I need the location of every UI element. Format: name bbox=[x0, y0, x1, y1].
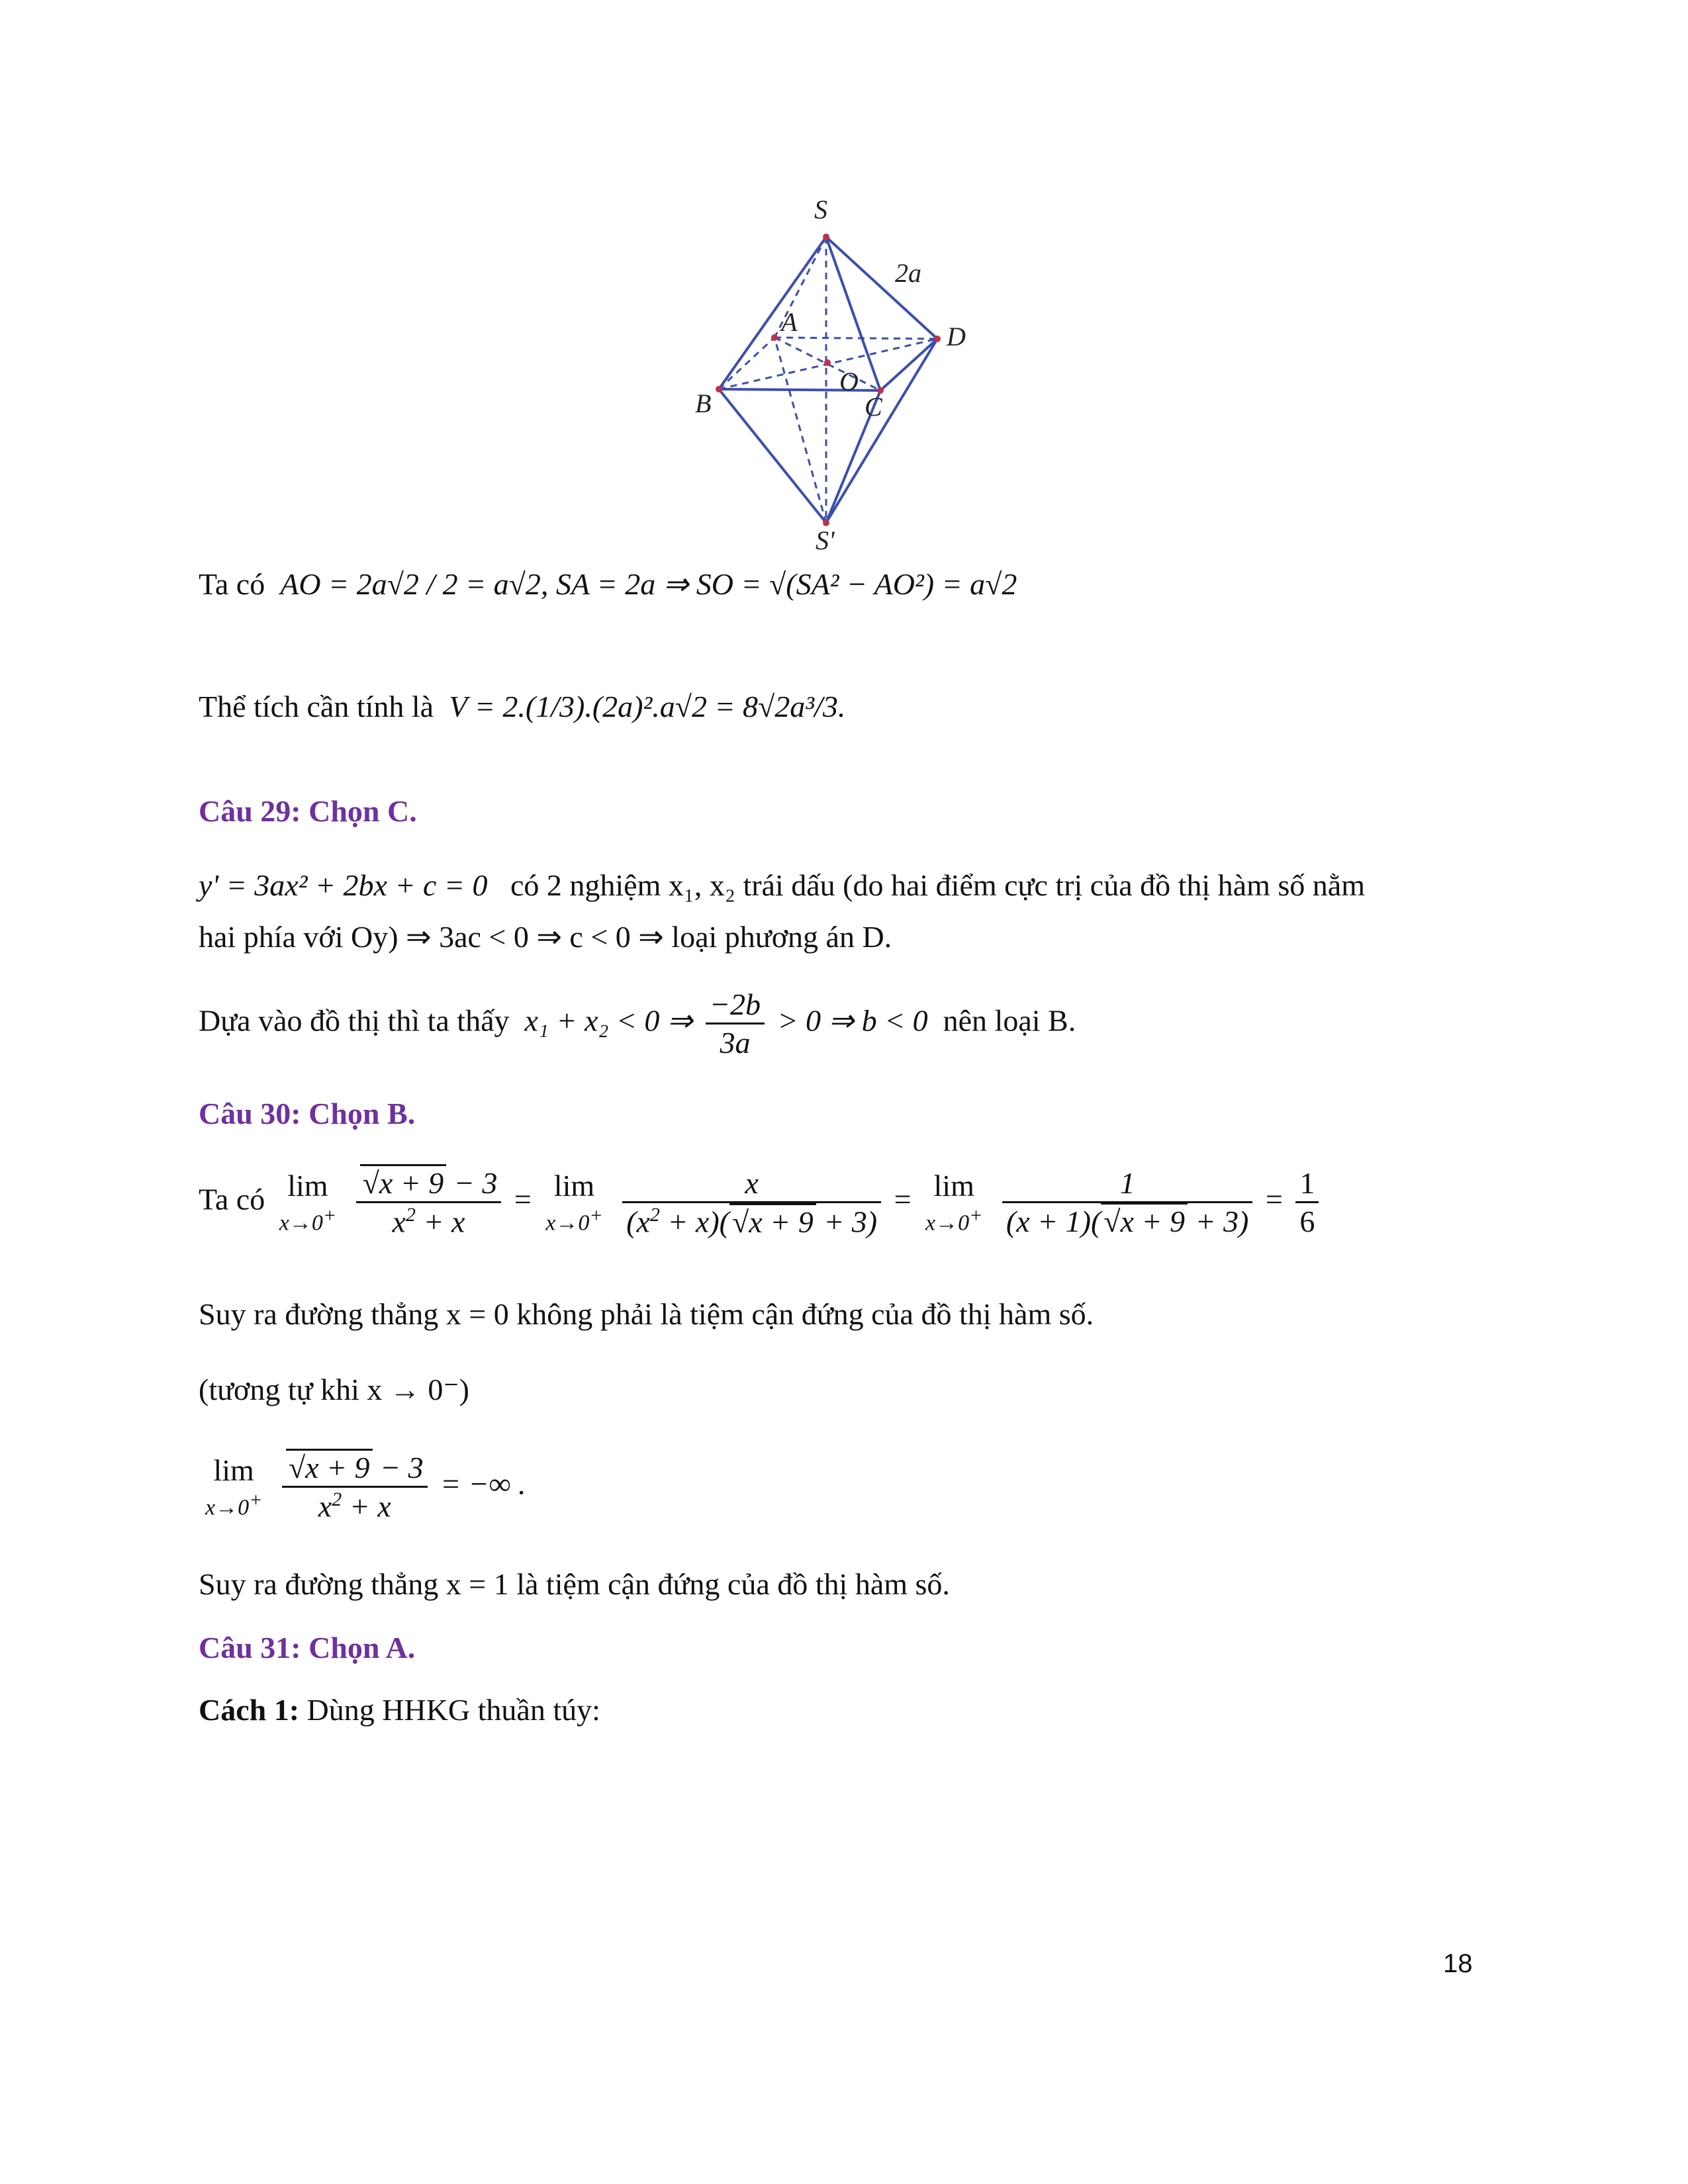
para-29-line-3: Dựa vào đồ thị thì ta thấy x₁ + x₂ < 0 ⇒ $\frac{-2b}{3a}$ > 0 ⇒ b < 0 nên loại B. bbox=[199, 986, 1076, 1061]
para-30-suy-ra-2: Suy ra đường thẳng x = 1 là tiệm cận đứng của đồ thị hàm số. bbox=[199, 1567, 950, 1601]
label-edge-2a: 2a bbox=[895, 258, 921, 288]
para-29-line-2: hai phía với Oy) ⇒ 3ac < 0 ⇒ c < 0 ⇒ loại phương án D. bbox=[199, 920, 892, 954]
math-ao-so: AO = 2a√2 / 2 = a√2, SA = 2a ⇒ SO = √(SA² − AO²) = a√2 bbox=[280, 567, 1017, 601]
heading-cau-30: Câu 30: Chọn B. bbox=[199, 1097, 416, 1130]
page-number: 18 bbox=[1443, 1949, 1473, 1978]
octahedron-figure bbox=[682, 192, 986, 555]
line-ta-co-ao: Ta có AO = 2a√2 / 2 = a√2, SA = 2a ⇒ SO = √(SA² − AO²) = a√2 bbox=[199, 567, 1017, 601]
label-S-prime: S' bbox=[816, 525, 835, 555]
para-30-tuong-tu: (tương tự khi x → 0⁻) bbox=[199, 1373, 469, 1406]
para-30-limit-minus-inf: lim x→0+ $\frac{√x + 9 - 3}{x^2 + x}$ = −∞ . bbox=[199, 1449, 526, 1525]
para-30-limit-chain: Ta có lim x→0+ $\frac{√x + 9 - 3}{x^2 + x}$ = lim x→0+ $\frac{x}{(x^2 + x)(√x + 9 + 3)}$ = lim x→0+ $\frac{1}{(x + 1)(√x + 9 + 3)}$ = $\frac{1}{6}$ bbox=[199, 1165, 1324, 1240]
para-30-suy-ra-1: Suy ra đường thẳng x = 0 không phải là tiệm cận đứng của đồ thị hàm số. bbox=[199, 1297, 1094, 1331]
label-B: B bbox=[695, 388, 712, 418]
para-29-line-1: y' = 3ax² + 2bx + c = 0 có 2 nghiệm x₁, x₂ trái dấu (do hai điểm cực trị của đồ thị hàm số nằm bbox=[199, 868, 1365, 902]
label-A: A bbox=[781, 307, 798, 337]
para-31-cach-1: Cách 1: Dùng HHKG thuần túy: bbox=[199, 1693, 600, 1727]
label-S: S bbox=[814, 195, 827, 224]
fraction-minus2b-over-3a: $\frac{-2b}{3a}$ bbox=[706, 986, 765, 1061]
label-D: D bbox=[947, 322, 966, 351]
label-O: O bbox=[839, 367, 859, 396]
label-C: C bbox=[865, 392, 882, 422]
math-volume: V = 2.(1/3).(2a)².a√2 = 8√2a³/3. bbox=[449, 690, 846, 723]
line-the-tich: Thể tích cần tính là V = 2.(1/3).(2a)².a√2 = 8√2a³/3. bbox=[199, 690, 846, 723]
heading-cau-31: Câu 31: Chọn A. bbox=[199, 1631, 416, 1664]
heading-cau-29: Câu 29: Chọn C. bbox=[199, 794, 417, 828]
